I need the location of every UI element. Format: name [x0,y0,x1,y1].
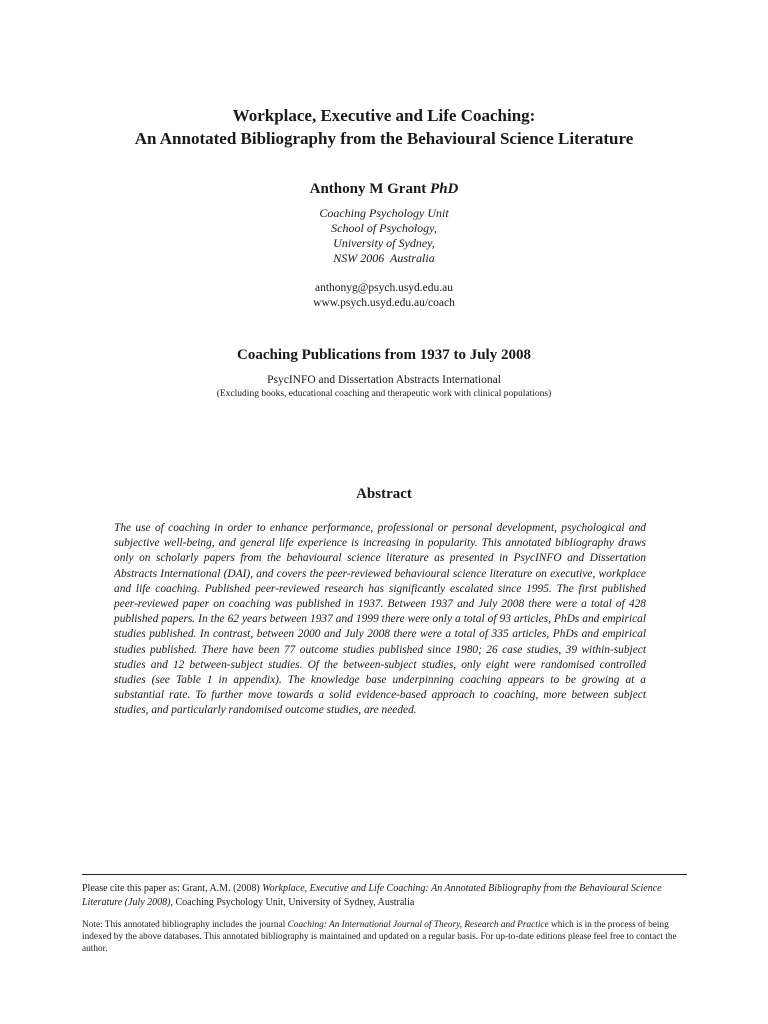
affiliation-unit: Coaching Psychology Unit [319,206,449,220]
title-line-1: Workplace, Executive and Life Coaching: [232,106,536,125]
paper-title [0,104,768,150]
abstract-heading: Abstract [356,486,412,502]
abstract-body: The use of coaching in order to enhance performance, professional or personal development, psychological and subjective well-being, and general life experience is increasing in popularity. This annotated bibliography draws only on scholarly papers from the behavioural science literature as presented in PsycINFO and Dissertation Abstracts International (DAI), and covers the peer-reviewed behavioural science literature on executive, workplace and life coaching. Published peer-reviewed research has significantly escalated since 1995. The first published peer-reviewed paper on coaching was published in 1937. Between 1937 and July 2008 there were a total of 428 published papers. In the 62 years between 1937 and 1999 there were only a total of 93 articles, PhDs and empirical studies published. In contrast, between 2000 and July 2008 there were a total of 335 articles, PhDs and empirical studies published. There have been 77 outcome studies published since 1980; 26 case studies, 39 within-subject studies and 12 between-subject studies. Of the between-subject studies, only eight were randomised controlled studies (see Table 1 in appendix). The knowledge base underpinning coaching appears to be growing at a substantial rate. To further move towards a solid evidence-based approach to coaching, more between subject studies, and particularly randomised outcome studies, are needed. [114,522,646,717]
affiliation-school: School of Psychology, [331,221,437,235]
affiliation [0,206,768,266]
exclusions-line: (Excluding books, educational coaching and therapeutic work with clinical populations) [216,389,552,399]
author-line [0,181,768,198]
author-degree: PhD [430,181,459,197]
website-link[interactable]: www.psych.usyd.edu.au/coach [313,297,455,309]
affiliation-university: University of Sydney, [333,236,435,250]
indexing-note [82,919,687,955]
citation-title: Workplace, Executive and Life Coaching: An Annotated Bibliography from the Behavioural Science Literature (July 2008) [82,883,662,908]
note-prefix: Note: This annotated bibliography includes the journal [82,920,288,930]
publications-heading: Coaching Publications from 1937 to July 2008 [237,347,531,363]
author-name: Anthony M Grant [309,181,427,197]
databases-line: PsycINFO and Dissertation Abstracts International [267,374,501,386]
footnote-divider [82,874,687,875]
affiliation-location: NSW 2006 Australia [333,251,435,265]
citation-note [82,882,687,909]
citation-suffix: , Coaching Psychology Unit, University of Sydney, Australia [170,896,415,908]
note-journal: Coaching: An International Journal of Theory, Research and Practice [287,920,549,930]
author-email[interactable]: anthonyg@psych.usyd.edu.au [314,282,454,294]
note-suffix: which is in the process of being indexed by the above databases. This annotated bibliography is maintained and updated on a regular basis. For up-to-date editions please feel free to contact the author. [82,920,677,954]
title-line-2: An Annotated Bibliography from the Behavioural Science Literature [134,129,634,148]
citation-prefix: Please cite this paper as: Grant, A.M. (2008) [82,883,263,894]
contact-info [0,281,768,311]
